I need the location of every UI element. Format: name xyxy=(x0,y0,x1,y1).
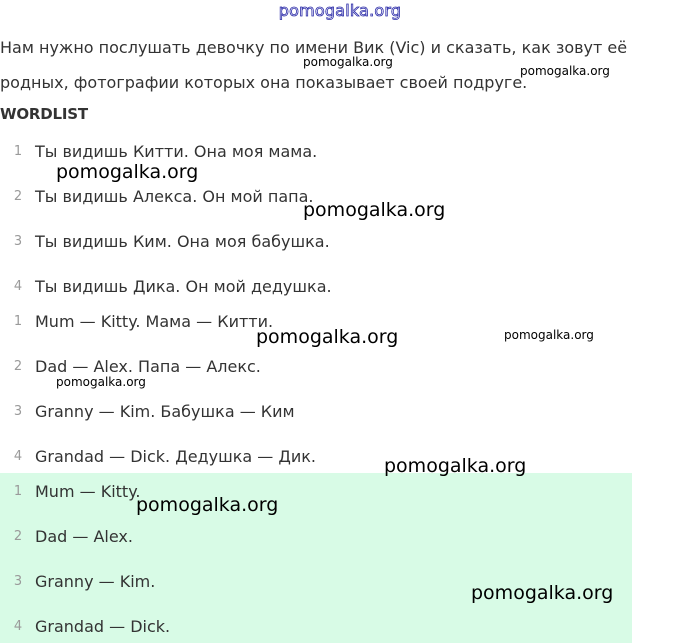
wordlist-title: WORDLIST xyxy=(0,105,88,123)
watermark-text: pomogalka.org xyxy=(56,161,199,183)
line-text: Ты видишь Ким. Она моя бабушка. xyxy=(35,232,330,251)
line-number: 4 xyxy=(13,619,23,634)
line-text: Granny — Kim. Бабушка — Ким xyxy=(35,402,295,421)
line-text: Dad — Alex. Папа — Алекс. xyxy=(35,357,261,376)
line-number: 4 xyxy=(13,449,23,464)
watermark-text: pomogalka.org xyxy=(303,55,393,69)
line-number: 3 xyxy=(13,404,23,419)
watermark-text: pomogalka.org xyxy=(520,64,610,78)
line-number: 2 xyxy=(13,359,23,374)
line-text: Grandad — Dick. xyxy=(35,617,171,636)
line-text: Ты видишь Дика. Он мой дедушка. xyxy=(35,277,332,296)
line-number: 2 xyxy=(13,189,23,204)
line-text: Ты видишь Китти. Она моя мама. xyxy=(35,142,318,161)
line-number: 4 xyxy=(13,279,23,294)
watermark-text: pomogalka.org xyxy=(384,455,527,477)
watermark-text: pomogalka.org xyxy=(256,326,399,348)
line-number: 1 xyxy=(13,314,23,329)
watermark-text: pomogalka.org xyxy=(471,582,614,604)
line-text: Ты видишь Алекса. Он мой папа. xyxy=(35,187,314,206)
task-description: Нам нужно послушать девочку по имени Вик (Vic) и сказать, как зовут её родных, фотографии которых она показывает своей подруге. xyxy=(0,38,628,92)
line-number: 3 xyxy=(13,574,23,589)
line-number: 1 xyxy=(13,484,23,499)
watermark-text: pomogalka.org xyxy=(303,199,446,221)
line-text: Mum — Kitty. Мама — Китти. xyxy=(35,312,274,331)
line-number: 3 xyxy=(13,234,23,249)
line-text: Granny — Kim. xyxy=(35,572,156,591)
line-text: Mum — Kitty. xyxy=(35,482,141,501)
line-text: Dad — Alex. xyxy=(35,527,133,546)
watermark-top: pomogalka.org xyxy=(278,1,402,20)
line-number: 1 xyxy=(13,144,23,159)
line-text: Grandad — Dick. Дедушка — Дик. xyxy=(35,447,317,466)
watermark-text: pomogalka.org xyxy=(136,494,279,516)
line-number: 2 xyxy=(13,529,23,544)
watermark-text: pomogalka.org xyxy=(504,328,594,342)
watermark-text: pomogalka.org xyxy=(56,375,146,389)
